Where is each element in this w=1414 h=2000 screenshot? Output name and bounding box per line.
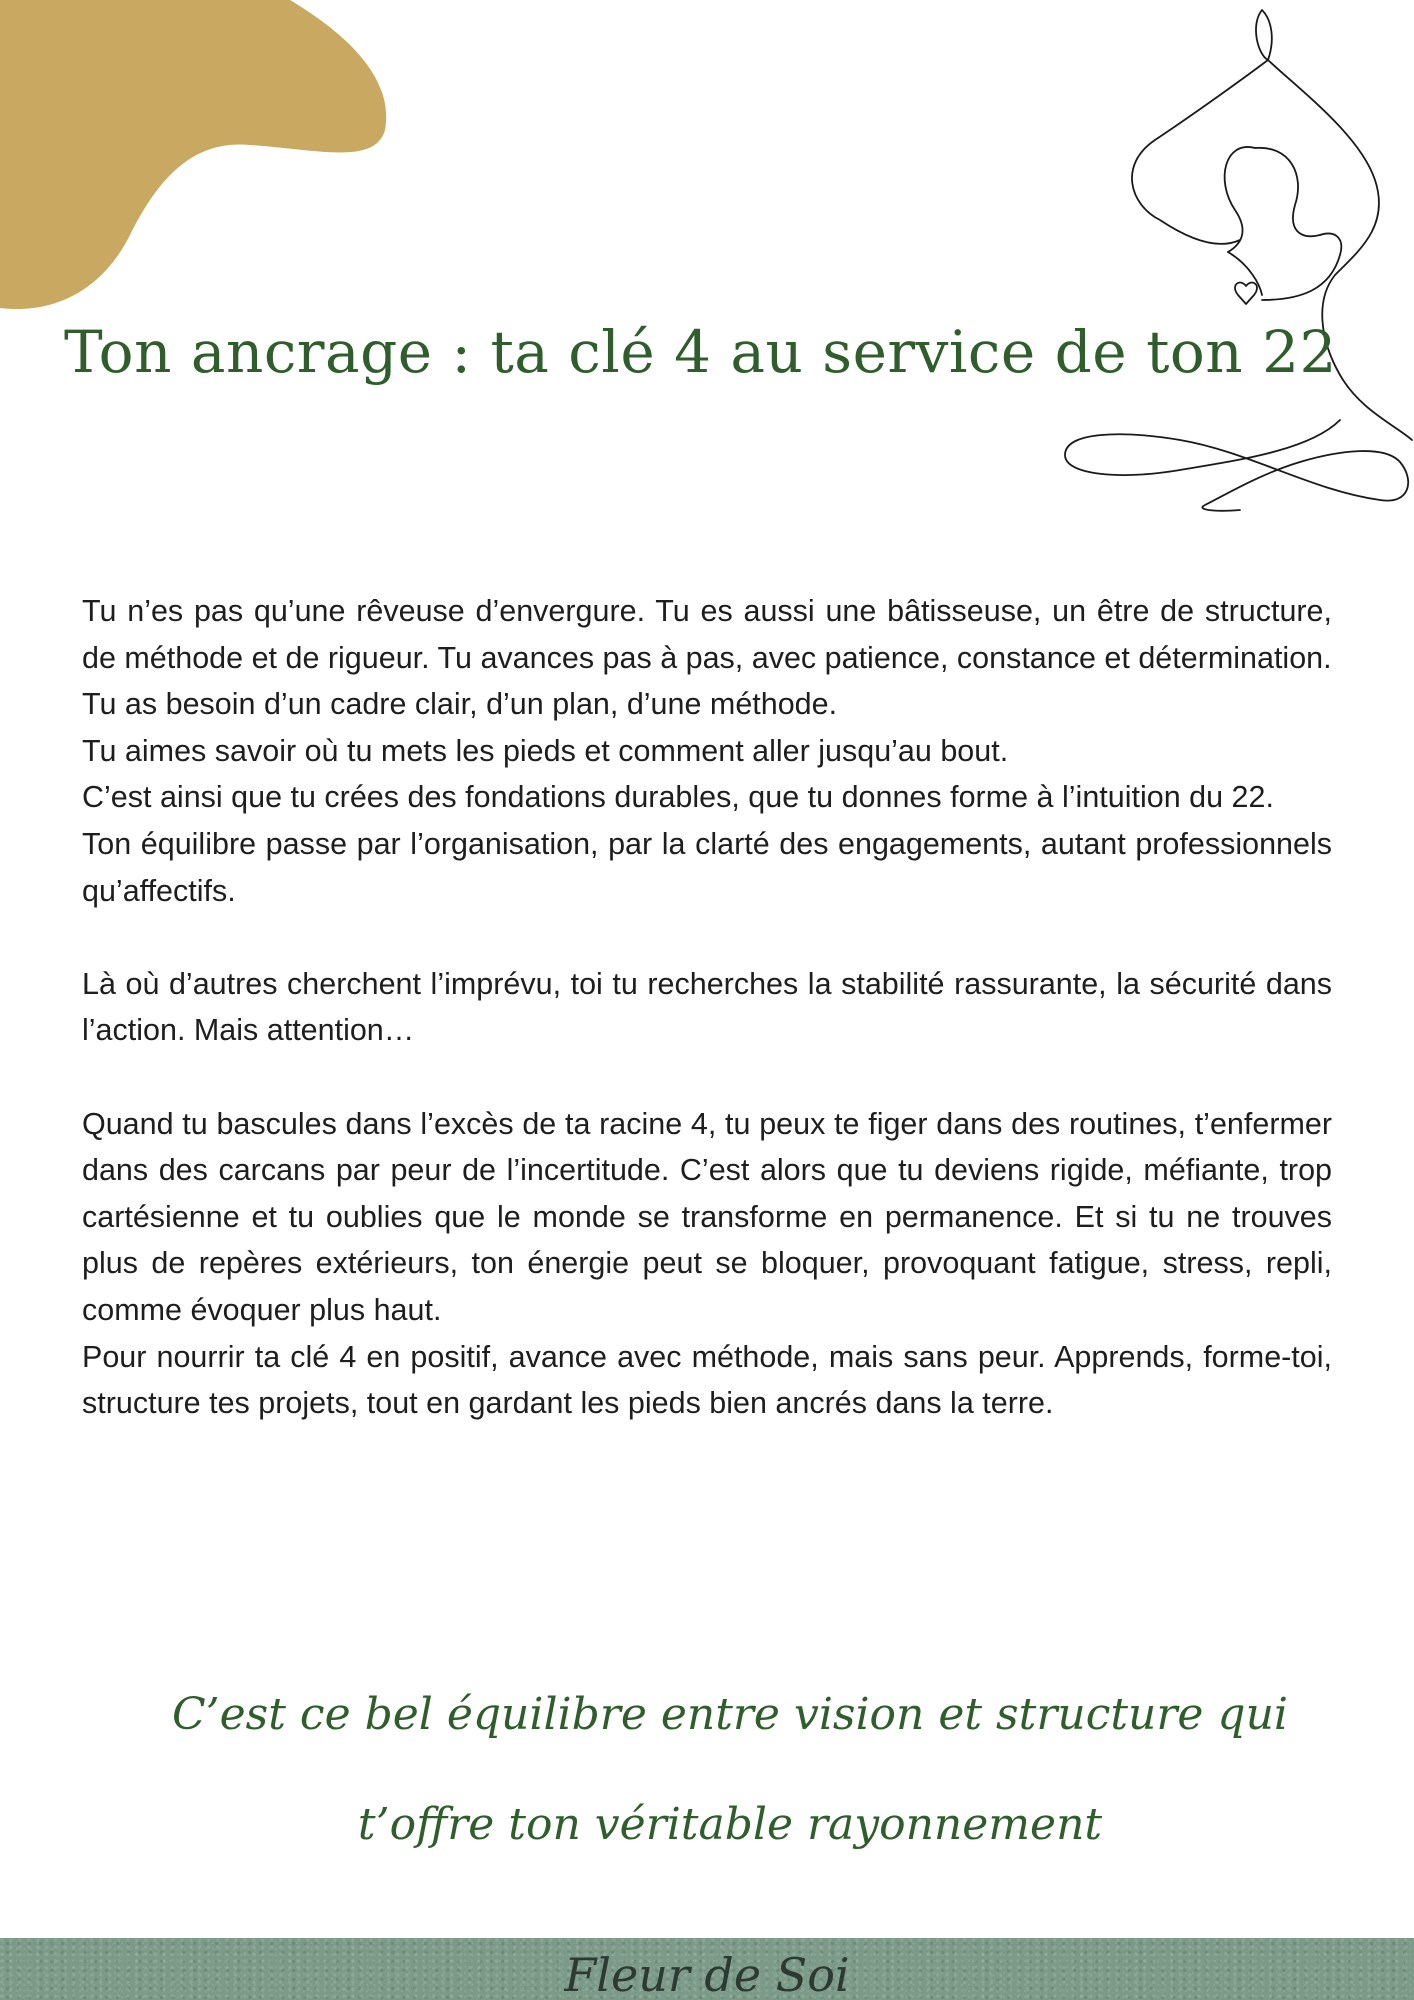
closing-quote: C’est ce bel équilibre entre vision et structure qui t’offre ton véritable rayonnement (171, 1689, 1288, 1850)
paragraph: Tu as besoin d’un cadre clair, d’un plan, d’une méthode. (82, 687, 838, 722)
paragraph: Quand tu bascules dans l’excès de ta racine 4, tu peux te figer dans des routines, t’enfermer dans des carcans par peur de l’incertitude. C’est alors que tu deviens rigide, méfiante, trop cartésienne et tu oublies que le monde se transforme en permanence. Et si tu ne trouves plus de repères extérieurs, ton énergie peut se bloquer, provoquant fatigue, stress, repli, comme évoquer plus haut. (82, 1106, 1332, 1327)
paragraph: Tu aimes savoir où tu mets les pieds et comment aller jusqu’au bout. (82, 733, 1009, 768)
paragraph: Là où d’autres cherchent l’imprévu, toi tu recherches la stabilité rassurante, la sécurité dans l’action. Mais attention… (82, 966, 1332, 1048)
page-title: Ton ancrage : ta clé 4 au service de ton 22 (64, 318, 1337, 386)
paragraph-spacer (82, 1054, 1332, 1101)
meditation-figure-icon (1050, 0, 1414, 530)
gold-blob-shape (0, 0, 400, 320)
footer-brand: Fleur de Soi (564, 1948, 850, 2000)
footer-band (0, 1938, 1414, 2000)
paragraph: Ton équilibre passe par l’organisation, par la clarté des engagements, autant professionnels qu’affectifs. (82, 826, 1332, 908)
paragraph: Tu n’es pas qu’une rêveuse d’envergure. Tu es aussi une bâtisseuse, un être de structure, de méthode et de rigueur. Tu avances pas à pas, avec patience, constance et détermination. (82, 594, 1332, 675)
paragraph-spacer (82, 914, 1332, 961)
paragraph: Pour nourrir ta clé 4 en positif, avance avec méthode, mais sans peur. Apprends, forme-toi, structure tes projets, tout en gardant les pieds bien ancrés dans la terre. (82, 1339, 1332, 1421)
body-text (82, 588, 1332, 1427)
paragraph: C’est ainsi que tu crées des fondations durables, que tu donnes forme à l’intuition du 22. (82, 780, 1274, 815)
